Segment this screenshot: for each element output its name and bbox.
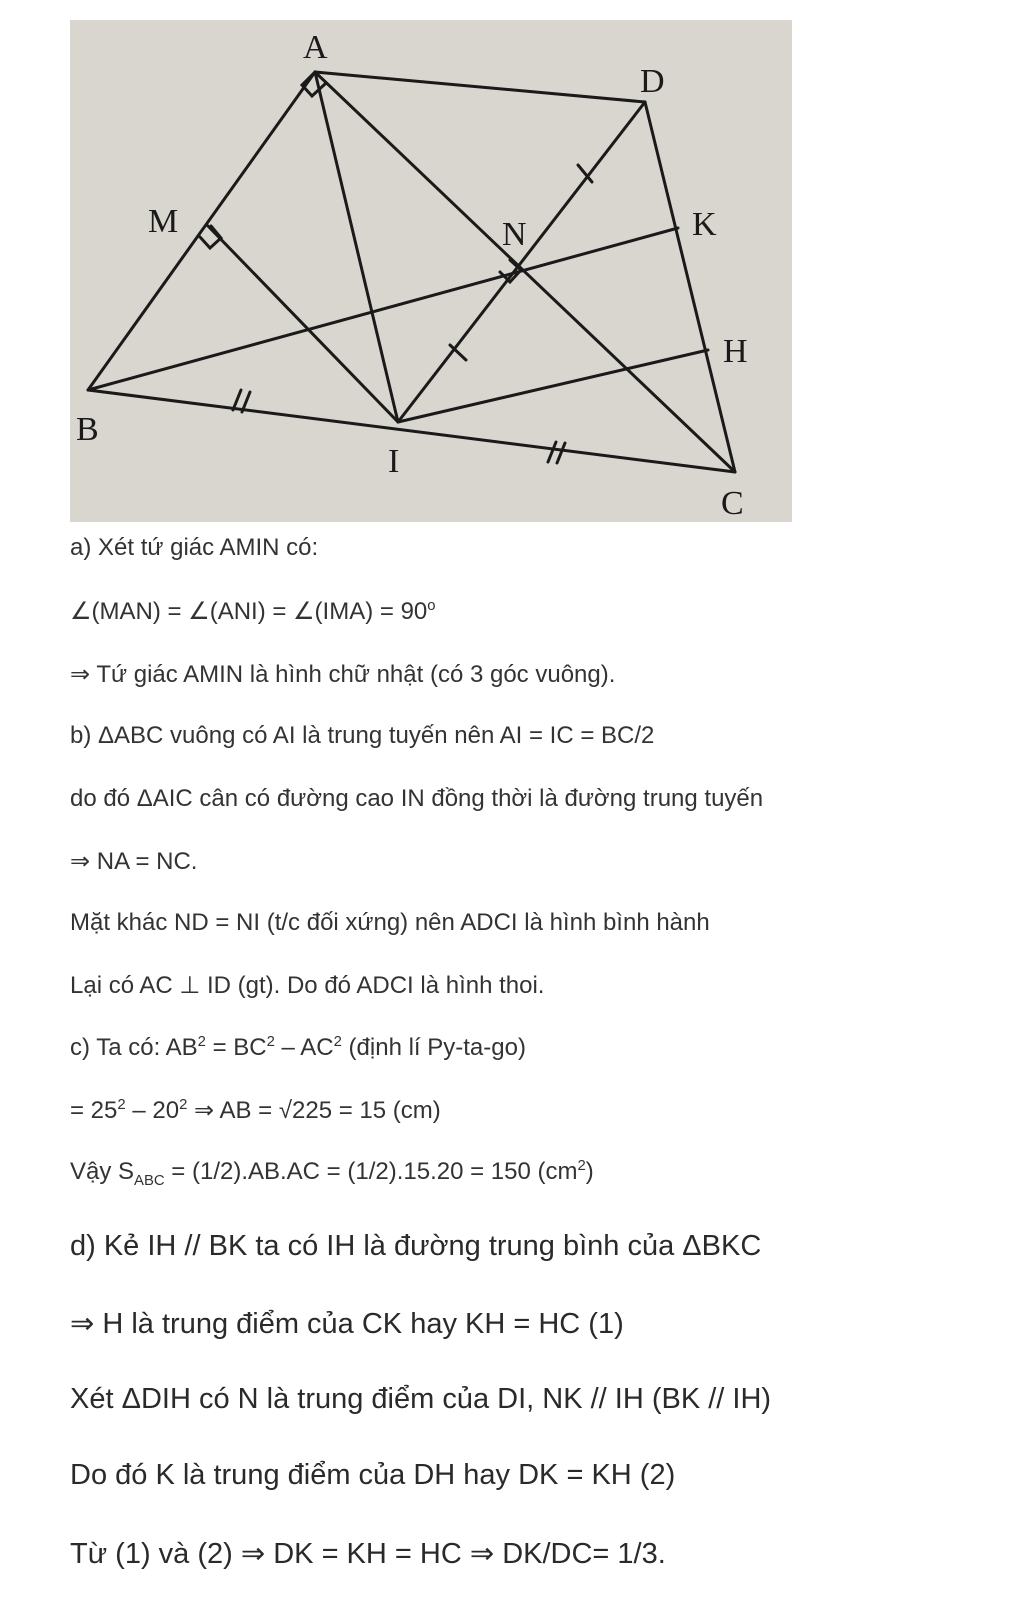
part-c-line-3-seg-2: = (1/2).AB.AC = (1/2).15.20 = 150 (cm (164, 1158, 578, 1185)
part-c-line-1-seg-3: – AC (274, 1034, 334, 1061)
segment-mi (208, 226, 398, 422)
tick-mark-bi-1 (233, 390, 241, 410)
exponent: 2 (266, 1034, 275, 1050)
part-c-line-1-seg-4: (định lí Py-ta-go) (341, 1034, 526, 1061)
part-d-line-2: ⇒ H là trung điểm của CK hay KH = HC (1) (70, 1308, 624, 1340)
segment-ad (315, 72, 645, 102)
label-i: I (388, 443, 400, 480)
label-b: B (76, 411, 99, 448)
exponent: 2 (197, 1034, 206, 1050)
label-k: K (692, 206, 717, 243)
label-d: D (640, 63, 665, 100)
exponent: 2 (117, 1097, 126, 1113)
tick-mark-ic-2 (557, 443, 565, 463)
part-b-line-2: do đó ΔAIC cân có đường cao IN đồng thời là đường trung tuyến (70, 785, 764, 812)
exponent: 2 (333, 1034, 342, 1050)
part-a-conclusion: ⇒ Tứ giác AMIN là hình chữ nhật (có 3 góc vuông). (70, 661, 616, 688)
part-c-line-2 (70, 1096, 441, 1125)
label-a: A (303, 29, 328, 66)
part-c-line-3-seg-1: Vậy S (70, 1158, 135, 1185)
part-a-angles-text: ∠(MAN) = ∠(ANI) = ∠(IMA) = 90 (70, 598, 428, 625)
part-c-line-1 (70, 1034, 526, 1062)
part-c-line-1-seg-2: = BC (205, 1034, 267, 1061)
part-d-line-4: Do đó K là trung điểm của DH hay DK = KH (2) (70, 1459, 676, 1491)
part-c-line-3 (70, 1158, 594, 1189)
part-c-line-3-seg-3: ) (585, 1158, 594, 1185)
label-c: C (721, 485, 744, 522)
part-a-angles (70, 597, 436, 626)
part-b-line-4: Mặt khác ND = NI (t/c đối xứng) nên ADCI là hình bình hành (70, 909, 710, 936)
part-d-line-5: Từ (1) và (2) ⇒ DK = KH = HC ⇒ DK/DC= 1/3. (70, 1538, 666, 1570)
segment-dc (645, 102, 735, 472)
segment-bk (88, 228, 678, 390)
label-n: N (502, 216, 527, 253)
part-d-line-1: d) Kẻ IH // BK ta có IH là đường trung bình của ΔBKC (70, 1230, 762, 1262)
part-b-line-3: ⇒ NA = NC. (70, 848, 198, 875)
geometry-figure (70, 20, 792, 522)
segment-ab (88, 72, 315, 390)
part-b-line-5: Lại có AC ⊥ ID (gt). Do đó ADCI là hình thoi. (70, 972, 545, 999)
segment-ai (315, 72, 398, 422)
degree-sign: o (427, 598, 436, 614)
label-h: H (723, 333, 748, 370)
figure-drawing (70, 20, 792, 522)
tick-mark-ic-1 (548, 442, 556, 462)
part-c-line-2-seg-3: ⇒ AB = √225 = 15 (cm) (187, 1097, 441, 1124)
part-a-title: a) Xét tứ giác AMIN có: (70, 534, 319, 561)
segment-ac (315, 72, 735, 472)
part-b-line-1: b) ΔABC vuông có AI là trung tuyến nên AI = IC = BC/2 (70, 722, 655, 749)
exponent: 2 (179, 1097, 188, 1113)
part-c-line-1-seg-1: c) Ta có: AB (70, 1034, 198, 1061)
part-c-line-2-seg-1: = 25 (70, 1097, 118, 1124)
part-d-line-3: Xét ΔDIH có N là trung điểm của DI, NK // IH (BK // IH) (70, 1383, 772, 1415)
label-m: M (148, 203, 179, 240)
subscript: ABC (134, 1172, 165, 1189)
part-c-line-2-seg-2: – 20 (125, 1097, 180, 1124)
exponent: 2 (577, 1158, 586, 1174)
